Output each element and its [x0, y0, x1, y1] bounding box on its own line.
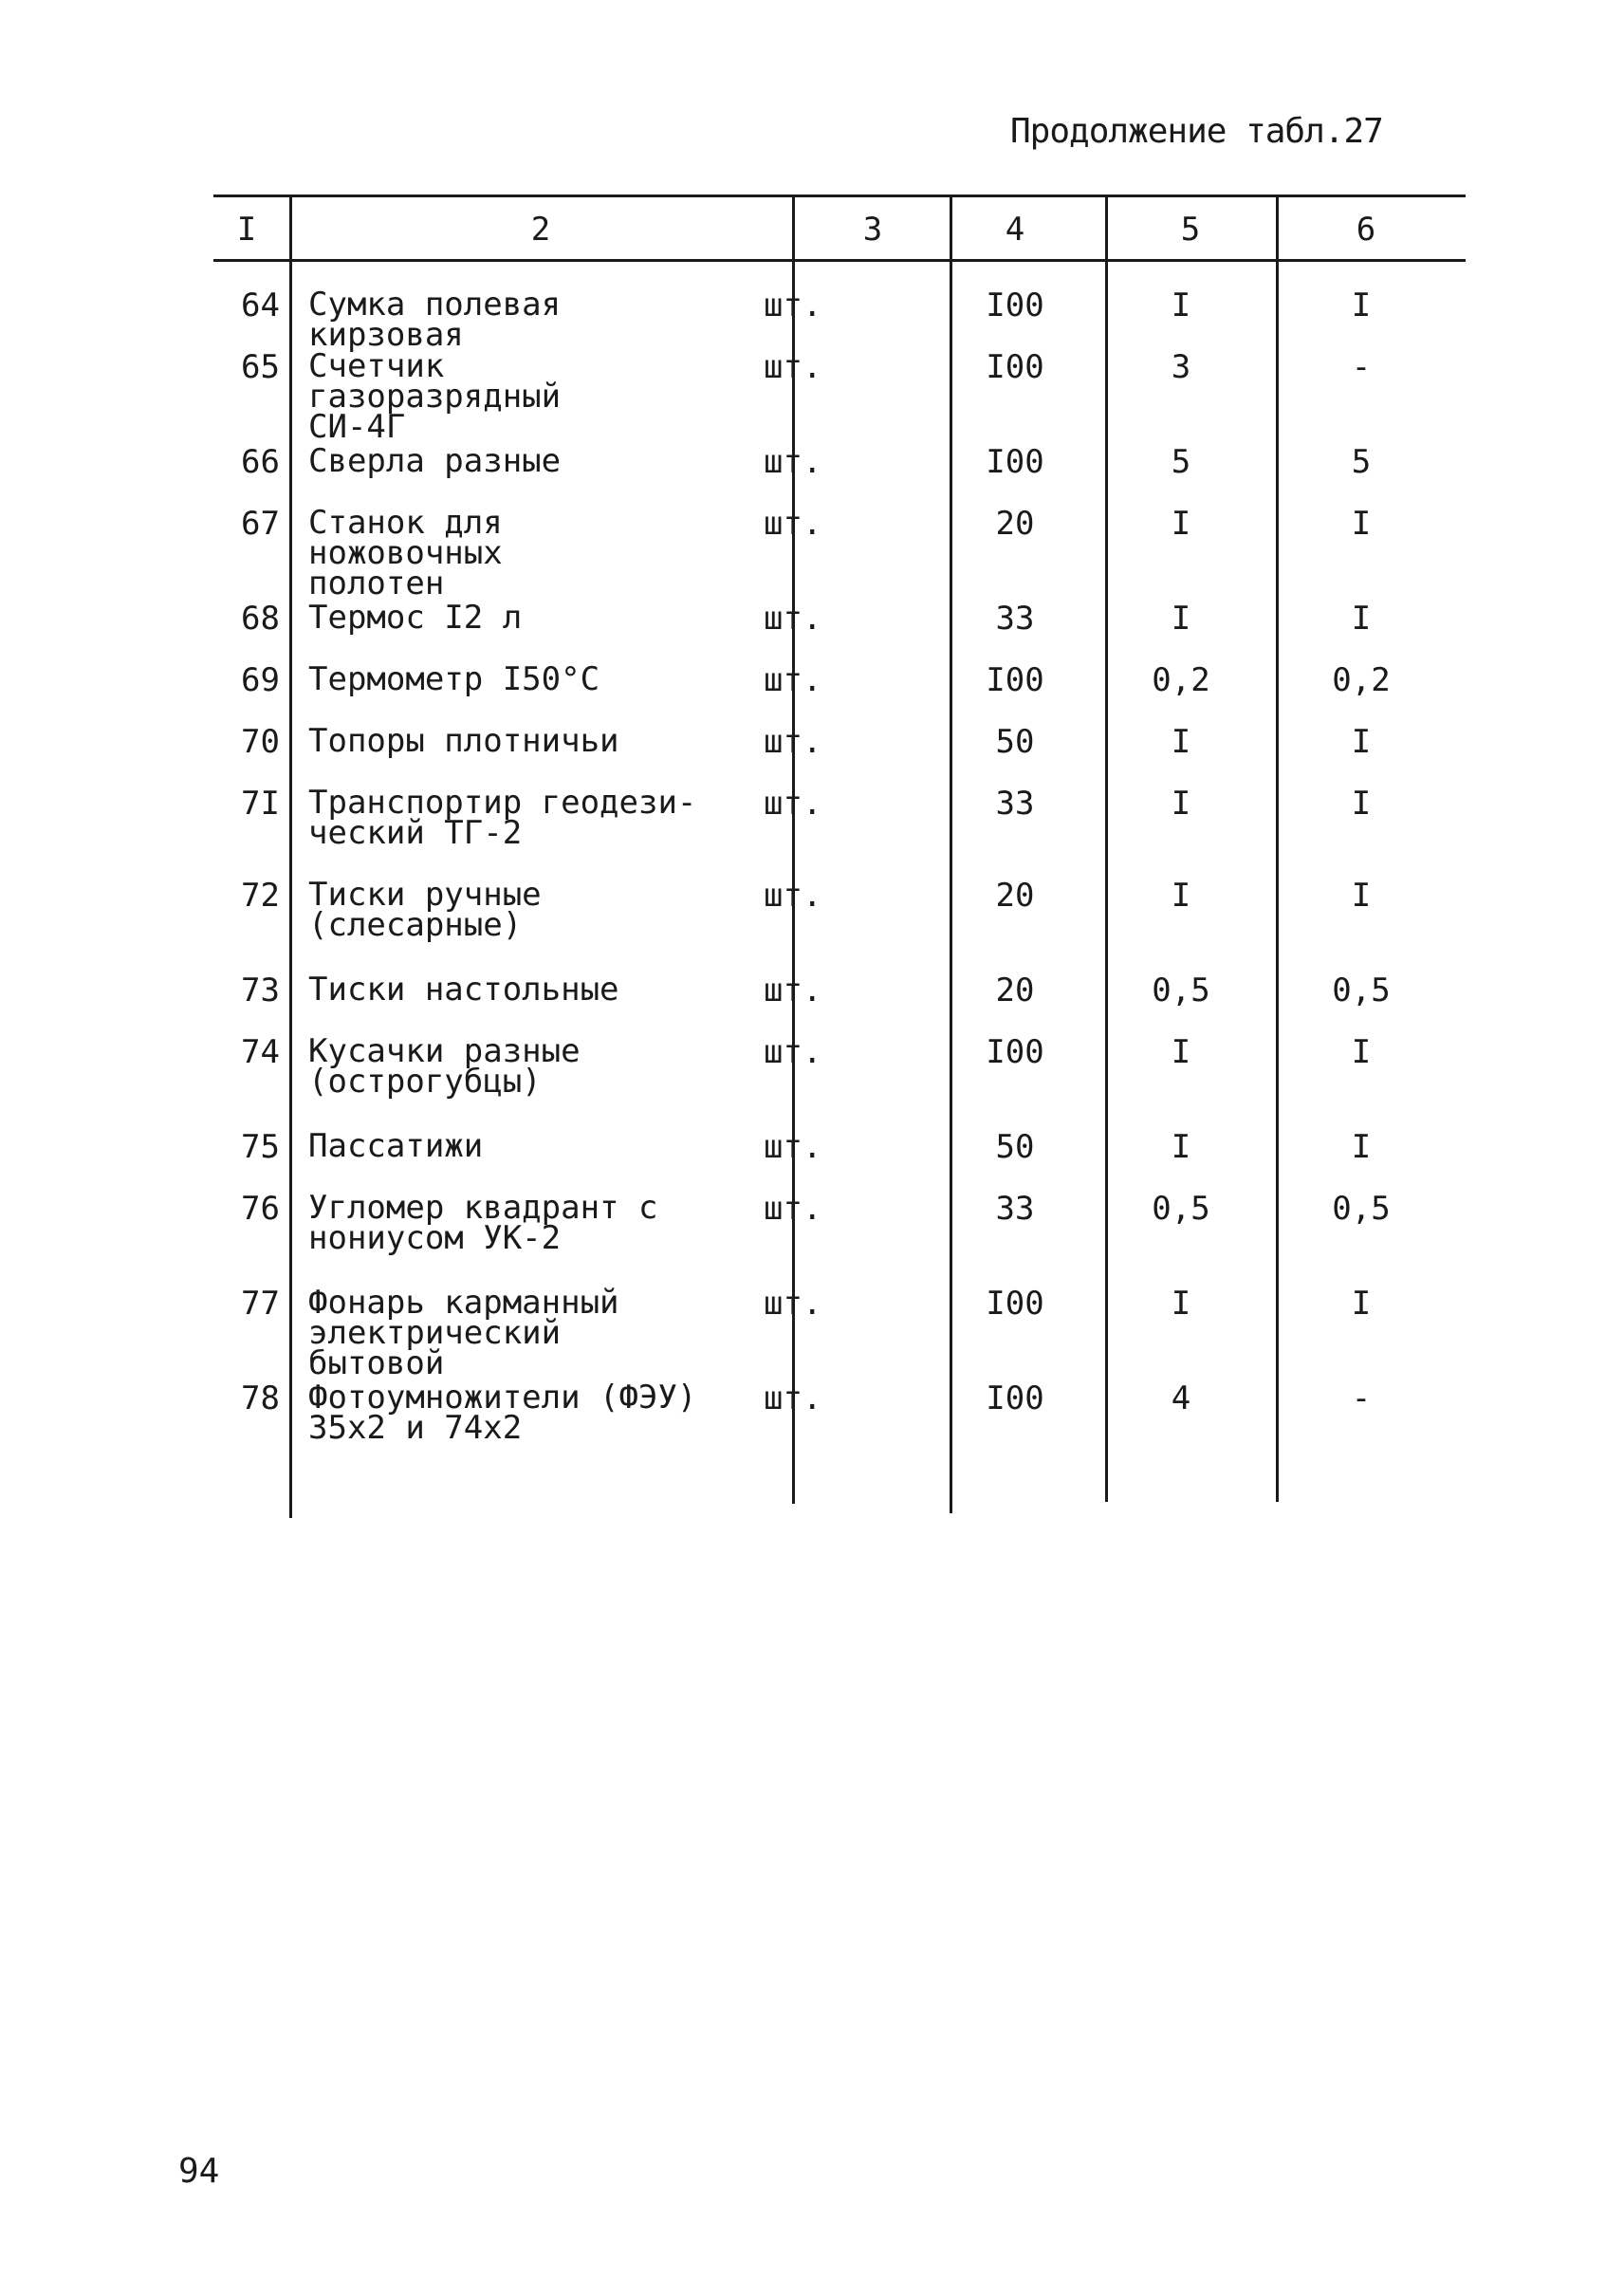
row-number: 64 [241, 287, 280, 324]
col4-value: I00 [986, 287, 1044, 324]
col6-value: I [1351, 1033, 1372, 1071]
row-number: 75 [241, 1128, 280, 1166]
col4-value: I00 [986, 1285, 1044, 1323]
unit-cell: шт. [764, 723, 822, 761]
col4-value: 33 [995, 785, 1035, 823]
column-divider-5 [1276, 194, 1279, 1502]
row-number: 65 [241, 348, 280, 386]
item-name: Транспортир геодези- ческий ТГ-2 [308, 784, 697, 852]
col5-value: I [1171, 1033, 1191, 1071]
unit-cell: шт. [764, 505, 822, 543]
row-number: 66 [241, 443, 280, 481]
col5-value: I [1171, 723, 1191, 761]
col5-value: 0,2 [1152, 661, 1210, 699]
col5-value: 3 [1171, 348, 1191, 386]
col6-value: I [1351, 723, 1372, 761]
col6-value: 0,5 [1332, 1190, 1391, 1228]
col4-value: 33 [995, 1190, 1035, 1228]
column-divider-3 [950, 194, 952, 1513]
col6-value: I [1351, 505, 1372, 543]
header-col-4: 4 [1005, 211, 1025, 249]
unit-cell: шт. [764, 661, 822, 699]
col6-value: 0,5 [1332, 972, 1391, 1009]
row-number: 74 [241, 1033, 280, 1071]
col5-value: I [1171, 1285, 1191, 1323]
column-divider-1 [289, 194, 292, 1518]
unit-cell: шт. [764, 1285, 822, 1323]
header-col-1: I [236, 211, 257, 249]
col4-value: 20 [995, 877, 1035, 915]
col4-value: I00 [986, 1033, 1044, 1071]
unit-cell: шт. [764, 877, 822, 915]
row-number: 68 [241, 600, 280, 638]
col6-value: I [1351, 877, 1372, 915]
page-number: 94 [178, 2152, 220, 2191]
col6-value: I [1351, 287, 1372, 324]
col6-value: - [1351, 1379, 1372, 1417]
table-caption: Продолжение табл.27 [1010, 112, 1383, 151]
col6-value: I [1351, 1128, 1372, 1166]
header-col-6: 6 [1356, 211, 1376, 249]
col4-value: 33 [995, 600, 1035, 638]
col4-value: I00 [986, 1379, 1044, 1417]
row-number: 77 [241, 1285, 280, 1323]
col5-value: 0,5 [1152, 1190, 1210, 1228]
unit-cell: шт. [764, 287, 822, 324]
row-number: 7I [241, 785, 280, 823]
item-name: Сверла разные [308, 442, 562, 480]
unit-cell: шт. [764, 1128, 822, 1166]
col4-value: 50 [995, 723, 1035, 761]
col4-value: I00 [986, 348, 1044, 386]
col4-value: I00 [986, 661, 1044, 699]
row-number: 73 [241, 972, 280, 1009]
item-name: Термос I2 л [308, 599, 523, 637]
header-col-5: 5 [1180, 211, 1201, 249]
col6-value: I [1351, 1285, 1372, 1323]
unit-cell: шт. [764, 600, 822, 638]
col5-value: 0,5 [1152, 972, 1210, 1009]
item-name: Тиски настольные [308, 971, 619, 1009]
unit-cell: шт. [764, 443, 822, 481]
col6-value: 5 [1351, 443, 1372, 481]
item-name: Топоры плотничьи [308, 722, 619, 760]
col5-value: 4 [1171, 1379, 1191, 1417]
row-number: 76 [241, 1190, 280, 1228]
item-name: Фотоумножители (ФЭУ) 35х2 и 74х2 [308, 1379, 697, 1447]
col5-value: I [1171, 877, 1191, 915]
unit-cell: шт. [764, 972, 822, 1009]
item-name: Кусачки разные (острогубцы) [308, 1032, 581, 1101]
col4-value: 20 [995, 505, 1035, 543]
item-name: Фонарь карманный электрический бытовой [308, 1284, 619, 1382]
col4-value: I00 [986, 443, 1044, 481]
row-number: 72 [241, 877, 280, 915]
row-number: 78 [241, 1379, 280, 1417]
unit-cell: шт. [764, 785, 822, 823]
col6-value: I [1351, 600, 1372, 638]
col5-value: I [1171, 600, 1191, 638]
col5-value: I [1171, 287, 1191, 324]
col6-value: - [1351, 348, 1372, 386]
item-name: Пассатижи [308, 1127, 484, 1165]
unit-cell: шт. [764, 348, 822, 386]
col4-value: 20 [995, 972, 1035, 1009]
row-number: 69 [241, 661, 280, 699]
row-number: 70 [241, 723, 280, 761]
col5-value: 5 [1171, 443, 1191, 481]
unit-cell: шт. [764, 1190, 822, 1228]
item-name: Тиски ручные (слесарные) [308, 876, 542, 944]
item-name: Термометр I50°С [308, 660, 600, 698]
item-name: Угломер квадрант с нониусом УК-2 [308, 1189, 658, 1257]
unit-cell: шт. [764, 1033, 822, 1071]
col6-value: 0,2 [1332, 661, 1391, 699]
item-name: Станок для ножовочных полотен [308, 504, 503, 602]
col4-value: 50 [995, 1128, 1035, 1166]
col5-value: I [1171, 505, 1191, 543]
header-col-3: 3 [862, 211, 883, 249]
col5-value: I [1171, 785, 1191, 823]
item-name: Счетчик газоразрядный СИ-4Г [308, 347, 562, 446]
col6-value: I [1351, 785, 1372, 823]
row-number: 67 [241, 505, 280, 543]
unit-cell: шт. [764, 1379, 822, 1417]
item-name: Сумка полевая кирзовая [308, 286, 562, 354]
header-col-2: 2 [530, 211, 551, 249]
col5-value: I [1171, 1128, 1191, 1166]
